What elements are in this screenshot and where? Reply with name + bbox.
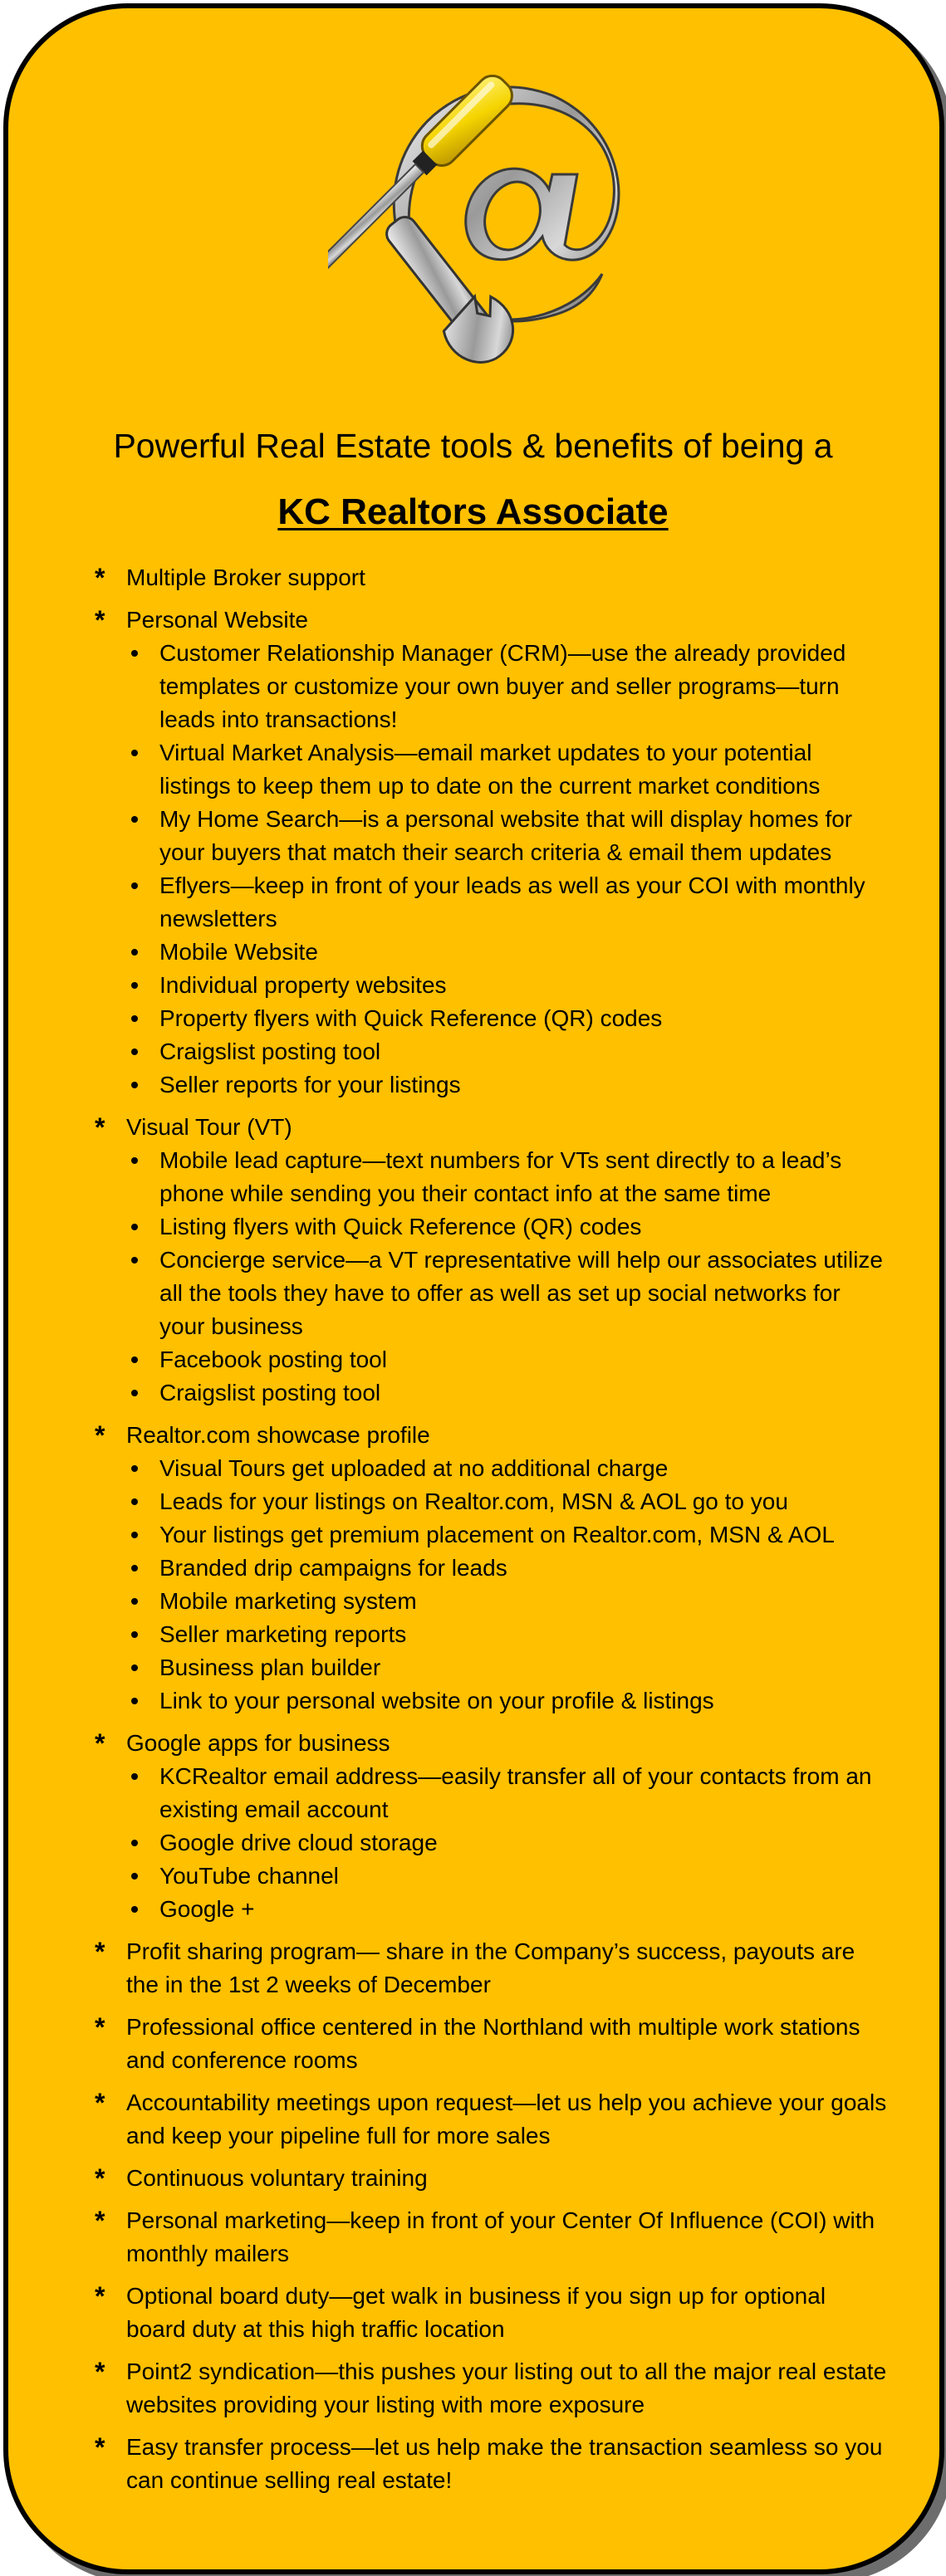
benefit-subitem [126, 803, 887, 869]
round-bullet-icon [131, 1465, 138, 1472]
benefit-subitem [126, 1144, 887, 1210]
benefit-item [90, 2280, 887, 2346]
benefit-item [90, 561, 887, 594]
round-bullet-icon [131, 1565, 138, 1572]
round-bullet-icon [131, 949, 138, 956]
benefit-subitem-text: KCRealtor email address—easily transfer all of your contacts from an existing email account [159, 1763, 872, 1822]
benefit-sublist [126, 1144, 887, 1410]
benefit-subitem-text: Eflyers—keep in front of your leads as well as your COI with monthly newsletters [159, 873, 865, 931]
benefit-item [90, 1727, 887, 1926]
benefit-item [90, 1111, 887, 1410]
benefit-subitem-text: Customer Relationship Manager (CRM)—use the already provided templates or customize your own buyer and seller programs—turn leads into transactions! [159, 640, 846, 732]
benefit-text: Professional office centered in the Northland with multiple work stations and conference rooms [126, 2014, 860, 2073]
benefit-subitem [126, 936, 887, 969]
benefit-sublist [126, 637, 887, 1102]
benefit-sublist [126, 1760, 887, 1926]
benefit-item [90, 1935, 887, 2002]
benefit-item [90, 1419, 887, 1718]
round-bullet-icon [131, 1840, 138, 1846]
benefit-subitem [126, 1651, 887, 1684]
benefit-item [90, 2162, 887, 2195]
round-bullet-icon [131, 1390, 138, 1396]
benefit-subitem-text: Google drive cloud storage [159, 1830, 438, 1855]
benefit-text: Accountability meetings upon request—let us help you achieve your goals and keep your pipeline full for more sales [126, 2090, 887, 2148]
round-bullet-icon [131, 1015, 138, 1022]
round-bullet-icon [131, 1157, 138, 1164]
benefit-subitem-text: Branded drip campaigns for leads [159, 1555, 507, 1581]
benefit-text: Continuous voluntary training [126, 2165, 428, 2191]
benefit-subitem [126, 1210, 887, 1244]
round-bullet-icon [131, 1082, 138, 1088]
benefit-subitem [126, 1002, 887, 1035]
benefit-subitem [126, 1343, 887, 1376]
benefit-subitem [126, 1035, 887, 1068]
benefit-item [90, 2011, 887, 2077]
benefit-text: Personal marketing—keep in front of your Center Of Influence (COI) with monthly mailers [126, 2207, 875, 2266]
benefit-subitem [126, 1860, 887, 1893]
asterisk-bullet-icon: * [95, 605, 105, 635]
benefit-subitem [126, 1485, 887, 1518]
round-bullet-icon [131, 882, 138, 889]
benefit-subitem [126, 736, 887, 803]
asterisk-bullet-icon: * [95, 563, 105, 593]
benefit-subitem-text: Listing flyers with Quick Reference (QR) codes [159, 1214, 642, 1239]
round-bullet-icon [131, 1698, 138, 1704]
benefit-text: Multiple Broker support [126, 565, 365, 590]
benefit-subitem [126, 1452, 887, 1485]
round-bullet-icon [131, 1631, 138, 1638]
benefit-sublist [126, 1452, 887, 1718]
asterisk-bullet-icon: * [95, 1112, 105, 1142]
benefit-subitem [126, 869, 887, 936]
asterisk-bullet-icon: * [95, 2012, 105, 2042]
round-bullet-icon [131, 1532, 138, 1538]
benefit-text: Google apps for business [126, 1730, 390, 1756]
benefit-subitem [126, 1376, 887, 1410]
benefit-text: Realtor.com showcase profile [126, 1422, 430, 1448]
round-bullet-icon [131, 1257, 138, 1264]
round-bullet-icon [131, 982, 138, 989]
asterisk-bullet-icon: * [95, 2357, 105, 2387]
benefit-subitem-text: Craigslist posting tool [159, 1039, 381, 1064]
round-bullet-icon [131, 1664, 138, 1671]
benefit-text: Visual Tour (VT) [126, 1114, 292, 1140]
benefit-subitem-text: Seller reports for your listings [159, 1072, 461, 1097]
benefit-subitem-text: YouTube channel [159, 1863, 339, 1889]
round-bullet-icon [131, 816, 138, 823]
benefit-subitem-text: Property flyers with Quick Reference (QR) codes [159, 1005, 663, 1031]
benefit-item [90, 2086, 887, 2153]
benefit-subitem-text: Your listings get premium placement on Realtor.com, MSN & AOL [159, 1522, 835, 1547]
benefit-subitem [126, 1760, 887, 1826]
round-bullet-icon [131, 1048, 138, 1055]
heading-title: KC Realtors Associate [277, 491, 669, 532]
benefit-text: Point2 syndication—this pushes your listing out to all the major real estate websites providing your listing with more exposure [126, 2358, 887, 2417]
benefit-subitem [126, 1518, 887, 1552]
benefit-subitem-text: Google + [159, 1896, 255, 1922]
benefit-subitem [126, 1068, 887, 1102]
benefit-subitem-text: Seller marketing reports [159, 1621, 407, 1647]
benefit-subitem [126, 1552, 887, 1585]
asterisk-bullet-icon: * [95, 1728, 105, 1758]
benefit-subitem-text: My Home Search—is a personal website that will display homes for your buyers that match their search criteria & email them updates [159, 806, 853, 865]
benefit-subitem-text: Mobile marketing system [159, 1588, 417, 1614]
benefit-subitem [126, 1585, 887, 1618]
benefit-subitem [126, 1684, 887, 1718]
benefit-subitem-text: Leads for your listings on Realtor.com, MSN & AOL go to you [159, 1488, 788, 1514]
benefit-subitem-text: Individual property websites [159, 972, 447, 998]
benefit-subitem-text: Concierge service—a VT representative will help our associates utilize all the tools they have to offer as well as set up social networks for your business [159, 1247, 883, 1339]
benefit-subitem-text: Virtual Market Analysis—email market updates to your potential listings to keep them up to date on the current market conditions [159, 740, 821, 799]
at-sign-tools-logo-icon [328, 66, 644, 374]
asterisk-bullet-icon: * [95, 1420, 105, 1450]
benefit-subitem-text: Business plan builder [159, 1655, 381, 1680]
benefit-item [90, 2204, 887, 2270]
benefit-subitem-text: Mobile Website [159, 939, 318, 965]
benefit-subitem [126, 1893, 887, 1926]
heading-intro: Powerful Real Estate tools & benefits of being a [113, 427, 833, 465]
benefit-subitem-text: Link to your personal website on your profile & listings [159, 1688, 714, 1713]
round-bullet-icon [131, 1906, 138, 1913]
benefit-subitem-text: Mobile lead capture—text numbers for VTs sent directly to a lead’s phone while sending you their contact info at the same time [159, 1147, 842, 1206]
round-bullet-icon [131, 650, 138, 657]
benefit-subitem [126, 969, 887, 1002]
round-bullet-icon [131, 1224, 138, 1230]
round-bullet-icon [131, 1598, 138, 1605]
benefit-subitem [126, 1826, 887, 1860]
benefit-text: Profit sharing program— share in the Company’s success, payouts are the in the 1st 2 weeks of December [126, 1938, 855, 1997]
benefit-subitem [126, 1244, 887, 1343]
benefit-text: Optional board duty—get walk in business if you sign up for optional board duty at this high traffic location [126, 2283, 826, 2342]
round-bullet-icon [131, 1873, 138, 1879]
benefit-item [90, 604, 887, 1102]
round-bullet-icon [131, 1356, 138, 1363]
round-bullet-icon [131, 1498, 138, 1505]
benefit-subitem [126, 1618, 887, 1651]
asterisk-bullet-icon: * [95, 2432, 105, 2462]
benefit-subitem [126, 637, 887, 736]
benefit-item [90, 2431, 887, 2497]
round-bullet-icon [131, 750, 138, 756]
benefit-text: Personal Website [126, 607, 308, 633]
asterisk-bullet-icon: * [95, 1937, 105, 1967]
benefit-subitem-text: Visual Tours get uploaded at no additional charge [159, 1455, 669, 1481]
benefit-subitem-text: Facebook posting tool [159, 1347, 387, 1372]
benefits-list [90, 561, 887, 2506]
round-bullet-icon [131, 1773, 138, 1780]
benefit-item [90, 2355, 887, 2422]
benefit-text: Easy transfer process—let us help make the transaction seamless so you can continue selling real estate! [126, 2434, 883, 2493]
asterisk-bullet-icon: * [95, 2281, 105, 2311]
asterisk-bullet-icon: * [95, 2206, 105, 2236]
asterisk-bullet-icon: * [95, 2088, 105, 2118]
asterisk-bullet-icon: * [95, 2163, 105, 2193]
benefit-subitem-text: Craigslist posting tool [159, 1380, 381, 1405]
